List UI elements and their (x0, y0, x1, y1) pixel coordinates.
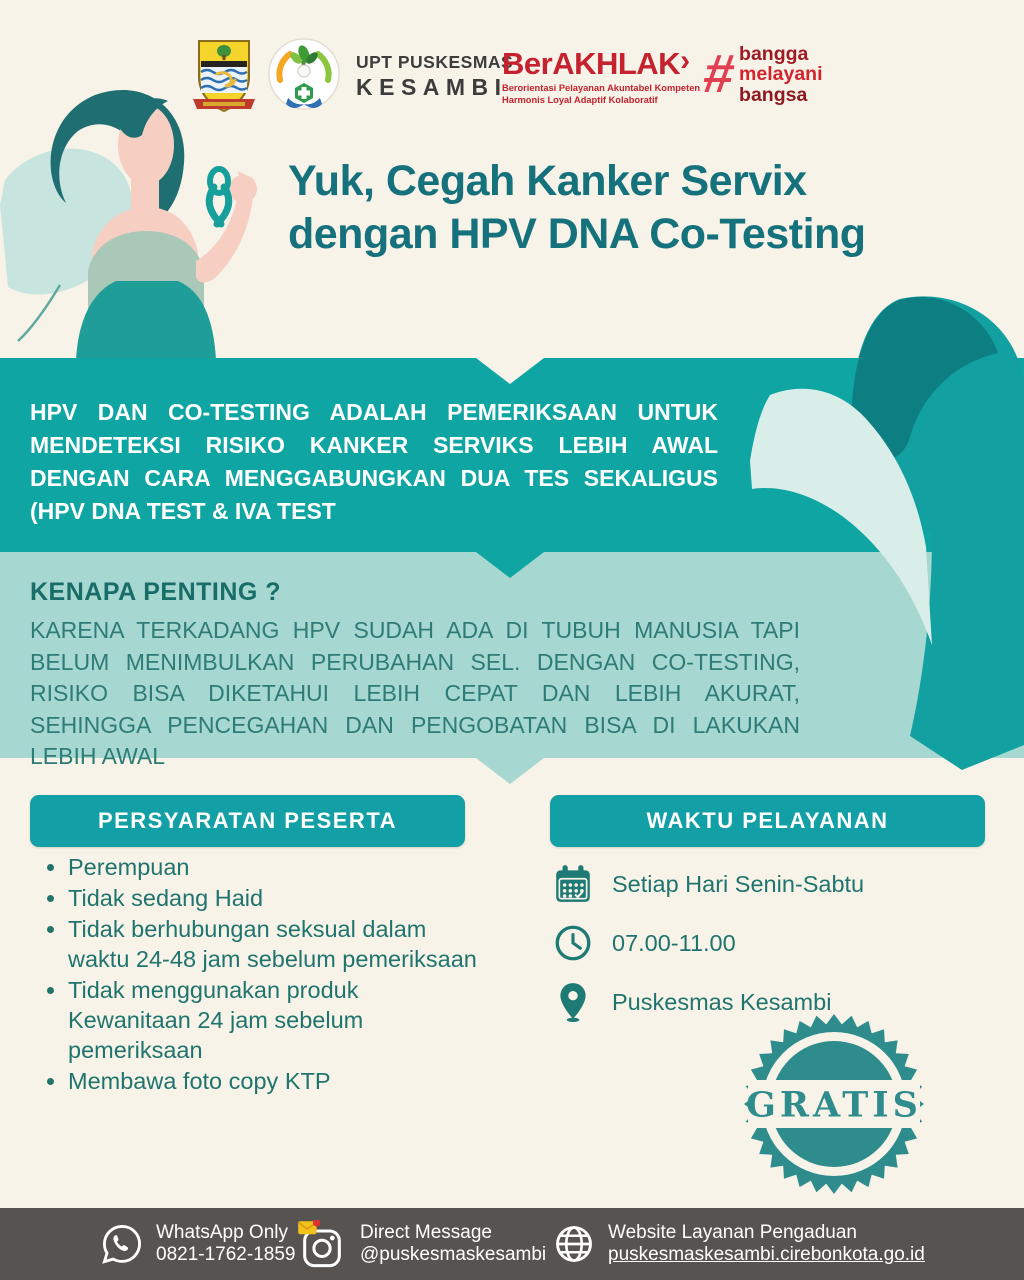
globe-icon (552, 1222, 596, 1266)
bangga-line1: bangga (739, 43, 809, 65)
requirement-item: • Perempuan (68, 852, 478, 882)
footer-website-link[interactable]: puskesmaskesambi.cirebonkota.go.id (608, 1244, 925, 1265)
location-pin-icon (552, 981, 594, 1023)
requirements-header-button: PERSYARATAN PESERTA (30, 795, 465, 847)
instagram-icon (296, 1220, 348, 1268)
berakhlak-tagline-2: Harmonis Loyal Adaptif Kolaboratif (502, 94, 658, 105)
org-name-line1: UPT PUSKESMAS (356, 52, 514, 72)
footer-contact-bar (0, 1208, 1024, 1280)
hashtag-icon: # (699, 44, 739, 105)
footer-instagram-handle: @puskesmaskesambi (360, 1244, 547, 1265)
berakhlak-logo (502, 46, 702, 106)
schedule-info (552, 862, 864, 1024)
schedule-days-text: Setiap Hari Senin-Sabtu (612, 870, 865, 897)
whatsapp-icon (100, 1222, 144, 1266)
bangga-line2: melayani (739, 63, 823, 86)
page-title (288, 155, 866, 261)
footer-instagram (296, 1208, 546, 1280)
footer-whatsapp (100, 1208, 295, 1280)
berakhlak-arrow-icon: › (680, 44, 690, 77)
intro-text: HPV DAN CO-TESTING ADALAH PEMERIKSAAN UNTUK MENDETEKSI RISIKO KANKER SERVIKS LEBIH AWAL DENGAN CARA MENGGABUNGKAN DUA TES SEKALIGUS (HPV DNA TEST & IVA TEST (30, 399, 718, 524)
bangga-line3: bangsa (739, 83, 808, 106)
berakhlak-tagline-1: Berorientasi Pelayanan Akuntabel Kompeten (502, 83, 701, 93)
footer-website-label: Website Layanan Pengaduan (608, 1221, 857, 1243)
requirement-item: • Membawa foto copy KTP (68, 1066, 478, 1096)
requirement-item: • Tidak sedang Haid (68, 883, 478, 913)
footer-website (552, 1208, 925, 1280)
requirements-list (38, 852, 478, 1097)
why-important-text: KARENA TERKADANG HPV SUDAH ADA DI TUBUH MANUSIA TAPI BELUM MENIMBULKAN PERUBAHAN SEL. DENGAN CO-TESTING, RISIKO BISA DIKETAHUI LEBIH CEPAT DAN LEBIH AKURAT, SEHINGGA PENCEGAHAN DAN PENGOBATAN BISA DI LAKUKAN LEBIH AWAL (30, 617, 800, 769)
schedule-header-button: WAKTU PELAYANAN (550, 795, 985, 847)
gratis-stamp-label: GRATIS (746, 1084, 922, 1126)
footer-whatsapp-label: WhatsApp Only (156, 1221, 288, 1243)
gratis-stamp (742, 1012, 926, 1196)
calendar-icon (552, 863, 594, 905)
footer-whatsapp-number: 0821-1762-1859 (156, 1244, 296, 1265)
schedule-row-hours (552, 921, 864, 965)
schedule-row-days (552, 862, 864, 906)
page-title-line2: dengan HPV DNA Co-Testing (288, 210, 866, 258)
org-name (356, 52, 513, 101)
schedule-location-text: Puskesmas Kesambi (612, 988, 832, 1015)
why-important-heading: KENAPA PENTING ? (30, 578, 282, 606)
bangga-melayani-bangsa-logo (699, 43, 823, 106)
footer-instagram-label: Direct Message (360, 1221, 492, 1243)
berakhlak-title: BerAKHLAK (502, 46, 681, 81)
requirement-item: • Tidak menggunakan produk Kewanitaan 24 jam sebelum pemeriksaan (68, 975, 478, 1065)
schedule-hours-text: 07.00-11.00 (612, 929, 736, 956)
requirement-item: • Tidak berhubungan seksual dalam waktu 24-48 jam sebelum pemeriksaan (68, 914, 478, 974)
clock-icon (552, 922, 594, 964)
page-title-line1: Yuk, Cegah Kanker Servix (288, 157, 807, 205)
org-name-line2: KESAMBI (356, 74, 508, 101)
awareness-ribbon-illustration (750, 293, 1024, 790)
